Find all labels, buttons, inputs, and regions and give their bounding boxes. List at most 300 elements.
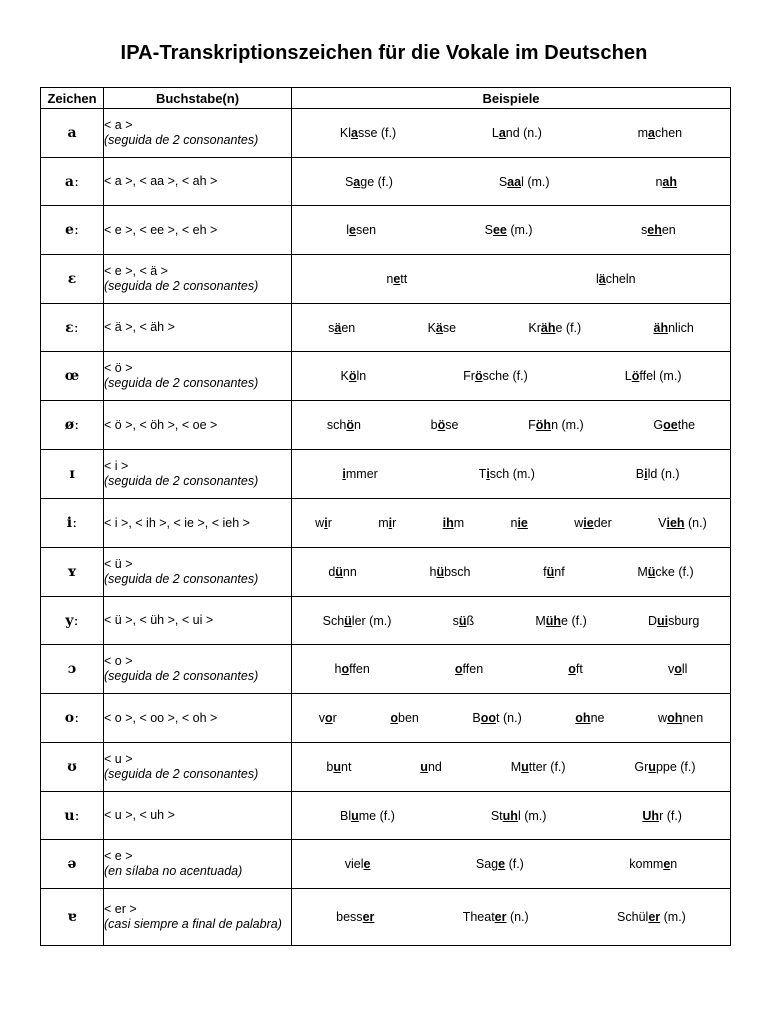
example-highlight: ü [344,613,352,628]
ipa-symbol: aː [41,158,104,206]
example-text: n [510,516,518,530]
example-word [658,516,707,530]
example-text: t (n.) [496,711,522,725]
examples-cell [292,645,731,694]
example-list [292,614,730,628]
example-word [453,614,475,628]
example-word [511,516,528,530]
example-text: f [543,565,547,579]
example-text: v [318,711,326,725]
example-text: nlich [668,320,694,335]
example-text: Theat [462,910,495,924]
example-text: K [340,369,349,383]
letters: < i > [104,459,129,473]
example-text: cke (f.) [655,565,694,579]
example-list [292,910,730,924]
example-word [340,809,395,823]
example-highlight: ui [657,613,669,628]
example-highlight: uh [502,808,518,823]
table-row [41,158,731,206]
example-word [641,223,676,237]
example-highlight: ö [346,418,354,432]
example-text: S [498,174,508,189]
table-row [41,109,731,158]
example-word [345,857,371,871]
example-word [543,565,565,579]
example-text: G [653,418,664,432]
example-highlight: e [498,857,506,871]
example-text: e (f.) [555,320,582,335]
example-list [292,418,730,432]
letters-cell [104,499,292,548]
letters-cell [104,450,292,499]
example-word [658,711,703,725]
example-text: n [386,272,394,286]
example-text: sburg [668,613,700,628]
example-text: B [472,711,481,725]
example-text: K [427,320,436,335]
examples-cell [292,597,731,645]
examples-cell [292,206,731,255]
example-highlight: o [454,662,463,676]
example-word [642,809,682,823]
example-text: Bl [339,808,352,823]
examples-cell [292,743,731,792]
example-text: tt [400,272,408,286]
example-word [629,857,677,871]
example-list [292,223,730,237]
example-text: nen [682,711,704,725]
example-highlight: o [674,662,682,676]
letters: < ü > [104,557,133,571]
example-highlight: i [388,516,393,530]
letters-note: (seguida de 2 consonantes) [104,376,259,390]
letters: < u > [104,752,133,766]
example-text: s [328,320,335,335]
example-highlight: e [349,223,356,237]
example-highlight: a [350,126,358,140]
example-highlight: Uh [642,808,660,823]
example-text: L [491,126,499,140]
example-text: se [442,320,457,335]
examples-cell [292,694,731,743]
example-word [528,418,584,432]
example-word [429,565,470,579]
example-text: nd [427,760,442,774]
example-highlight: u [420,760,428,774]
example-text: (m.) [660,910,686,924]
example-highlight: ü [647,565,656,579]
example-text: l (m.) [517,808,547,823]
example-highlight: er [494,910,507,924]
example-highlight: u [351,808,359,823]
example-word [479,467,535,481]
example-text: ben [398,711,419,725]
example-text: sse (f.) [357,126,397,140]
header-zeichen: Zeichen [41,88,104,109]
ipa-symbol: ɔ [41,645,104,694]
example-text: b [430,418,438,432]
table-body [41,109,731,946]
ipa-symbol: œ [41,352,104,401]
example-text: Sag [475,857,499,871]
ipa-symbol: ʏ [41,548,104,597]
examples-cell [292,499,731,548]
example-text: w [574,516,584,530]
examples-cell [292,450,731,499]
example-highlight: i [644,467,648,481]
examples-cell [292,840,731,889]
example-highlight: a [648,126,655,140]
examples-cell [292,255,731,304]
example-text: e (f.) [561,613,587,628]
example-text: S [344,174,354,189]
example-text: S [484,223,493,237]
example-word [346,223,376,237]
example-text: nd (n.) [505,126,542,140]
example-text: d [328,565,336,579]
letters-cell [104,304,292,352]
example-text: Kl [339,126,351,140]
example-text: ffel (m.) [639,369,682,383]
example-text: tter (f.) [528,760,566,774]
example-highlight: ieh [666,516,685,530]
letters-cell [104,645,292,694]
example-text: s [641,223,648,237]
example-highlight: ü [335,565,343,579]
example-text: Sch [322,613,345,628]
example-highlight: ee [492,223,507,237]
example-text: se [445,418,459,432]
example-word [596,272,636,286]
letters-note: (seguida de 2 consonantes) [104,572,259,586]
example-text: m [453,516,465,530]
example-word [575,711,604,725]
example-text: n [353,418,361,432]
example-list [292,662,730,676]
table-row [41,548,731,597]
letters-cell [104,206,292,255]
example-text: bess [336,910,363,924]
letters-cell [104,694,292,743]
example-word [654,321,694,335]
table-header-row [41,88,731,109]
letters: < e >, < ee >, < eh > [104,222,218,237]
letters: < a > [104,118,133,132]
example-text: w [658,711,668,725]
example-text: Kr [528,320,541,335]
example-text: St [490,808,503,823]
table-row [41,450,731,499]
ipa-symbol: ɐ [41,889,104,946]
example-list [292,809,730,823]
table-row [41,304,731,352]
example-highlight: ö [474,369,483,383]
letters-cell [104,158,292,206]
letters-note: (en sílaba no acentuada) [104,864,243,878]
example-word [328,321,355,335]
example-text: nf [554,565,565,579]
example-word [617,910,686,924]
example-highlight: ö [348,369,357,383]
example-highlight: oe [663,418,678,432]
example-text: r (f.) [659,808,682,823]
example-highlight: e [393,272,401,286]
letters-note: (seguida de 2 consonantes) [104,279,259,293]
letters: < ö > [104,361,133,375]
table-row [41,401,731,450]
example-text: n [670,857,678,871]
example-text: ffen [462,662,484,676]
example-text: r [332,711,337,725]
letters: < ü >, < üh >, < ui > [104,613,214,627]
example-word [345,175,393,189]
example-text: ld (n.) [647,467,680,481]
example-highlight: öh [535,418,552,432]
letters: < o > [104,654,133,668]
example-word [528,321,581,335]
example-highlight: o [390,711,399,725]
example-text: (n.) [506,910,529,924]
example-text: the [677,418,696,432]
example-word [463,369,528,383]
example-text: Schül [617,910,649,924]
example-highlight: a [498,126,506,140]
example-highlight: a [353,174,361,189]
letters-note: (seguida de 2 consonantes) [104,474,259,488]
example-highlight: i [342,467,346,481]
letters-cell [104,889,292,946]
examples-cell [292,548,731,597]
example-text: b [326,760,334,774]
letters: < ä >, < äh > [104,320,175,334]
example-text: V [658,516,667,530]
example-list [292,516,730,530]
example-list [292,369,730,383]
example-text: nn [342,565,357,579]
example-text: chen [655,126,683,140]
letters-cell [104,255,292,304]
example-word [335,662,370,676]
header-buchstaben: Buchstabe(n) [104,88,292,109]
example-text: Gr [634,760,649,774]
example-word [428,321,457,335]
example-highlight: e [663,857,671,871]
ipa-symbol: uː [41,792,104,840]
example-list [292,760,730,774]
example-word [386,272,407,286]
example-text: Fr [463,369,475,383]
table-row [41,840,731,889]
letters: < i >, < ih >, < ie >, < ieh > [104,515,250,530]
example-highlight: ä [334,320,342,335]
example-list [292,565,730,579]
examples-cell [292,792,731,840]
example-text: h [334,662,342,676]
example-highlight: er [648,910,661,924]
examples-cell [292,889,731,946]
letters-cell [104,792,292,840]
example-text: der [593,516,612,530]
example-word [323,614,392,628]
example-word [638,126,682,140]
example-list [292,175,730,189]
example-text: (m.) [506,223,533,237]
ipa-symbol: ɛ [41,255,104,304]
header-beispiele: Beispiele [292,88,731,109]
example-text: D [647,613,657,628]
example-word [636,467,680,481]
vowel-table [40,87,731,946]
example-word [637,565,693,579]
example-highlight: äh [653,320,669,335]
example-text: s [452,613,459,628]
example-text: sche (f.) [482,369,528,383]
example-text: M [637,565,648,579]
ipa-symbol: ɛː [41,304,104,352]
example-text: T [478,467,487,481]
examples-cell [292,109,731,158]
example-list [292,126,730,140]
example-text: m [637,126,649,140]
example-highlight: oh [667,711,683,725]
example-word [327,418,361,432]
example-text: viel [344,857,364,871]
example-text: r [392,516,397,530]
example-text: ler (m.) [351,613,392,628]
example-text: en [341,320,356,335]
example-text: n [655,174,663,189]
example-word [420,760,442,774]
example-highlight: üh [545,613,562,628]
table-row [41,792,731,840]
example-list [292,272,730,286]
example-word [342,467,377,481]
ipa-symbol: oː [41,694,104,743]
example-text: ffen [349,662,370,676]
example-word [340,126,396,140]
example-highlight: o [325,711,333,725]
example-text: me (f.) [358,808,395,823]
table-row [41,743,731,792]
example-highlight: i [324,516,328,530]
example-text: sch (m.) [489,467,535,481]
example-text: ft [575,662,583,676]
example-text: M [535,613,546,628]
ipa-symbol: ə [41,840,104,889]
example-word [443,516,465,530]
example-text: bsch [444,565,471,579]
example-text: F [528,418,536,432]
example-highlight: ä [435,320,443,335]
ipa-symbol: a [41,109,104,158]
example-highlight: ö [631,369,640,383]
table-row [41,645,731,694]
example-word [328,565,357,579]
example-word [431,418,459,432]
example-highlight: ü [546,565,555,579]
example-text: ne [590,711,605,725]
example-word [499,175,550,189]
examples-cell [292,401,731,450]
example-word [655,175,677,189]
table-row [41,499,731,548]
example-highlight: o [341,662,350,676]
example-text: sch [326,418,347,432]
example-highlight: oo [480,711,497,725]
example-highlight: ö [437,418,446,432]
example-highlight: ü [458,613,467,628]
table-row [41,694,731,743]
example-word [336,910,374,924]
letters-cell [104,352,292,401]
table-row [41,255,731,304]
example-highlight: ü [436,565,445,579]
example-text: nt [341,760,352,774]
letters-cell [104,743,292,792]
example-word [455,662,483,676]
example-word [472,711,521,725]
example-word [511,760,566,774]
table-row [41,352,731,401]
example-text: l [595,272,599,286]
example-highlight: aa [507,174,522,189]
example-word [315,516,332,530]
letters-note: (seguida de 2 consonantes) [104,669,259,683]
example-word [568,662,583,676]
letters: < e >, < ä > [104,264,168,278]
letters-note: (seguida de 2 consonantes) [104,767,259,781]
letters-cell [104,109,292,158]
example-list [292,467,730,481]
examples-cell [292,158,731,206]
letters: < a >, < aa >, < ah > [104,174,218,188]
example-highlight: ä [598,272,606,286]
example-word [634,760,695,774]
example-text: cheln [605,272,636,286]
example-text: v [667,662,675,676]
example-word [535,614,586,628]
example-word [653,418,695,432]
example-list [292,321,730,335]
example-highlight: ih [442,516,454,530]
examples-cell [292,352,731,401]
letters-cell [104,597,292,645]
example-highlight: oh [575,711,591,725]
example-text: h [429,565,437,579]
example-text: l (m.) [521,174,550,189]
example-text: ge (f.) [360,174,393,189]
example-highlight: äh [540,320,556,335]
example-text: komm [629,857,664,871]
example-highlight: u [333,760,342,774]
example-text: r [327,516,332,530]
example-highlight: u [648,760,656,774]
table-row [41,889,731,946]
example-text: n (m.) [551,418,584,432]
example-text: l [346,223,350,237]
example-highlight: er [362,910,375,924]
example-text: sen [355,223,377,237]
example-highlight: i [486,467,490,481]
example-text: m [378,516,389,530]
example-word [390,711,419,725]
ipa-symbol: ʊ [41,743,104,792]
examples-cell [292,304,731,352]
example-word [492,126,542,140]
example-word [648,614,699,628]
ipa-symbol: eː [41,206,104,255]
